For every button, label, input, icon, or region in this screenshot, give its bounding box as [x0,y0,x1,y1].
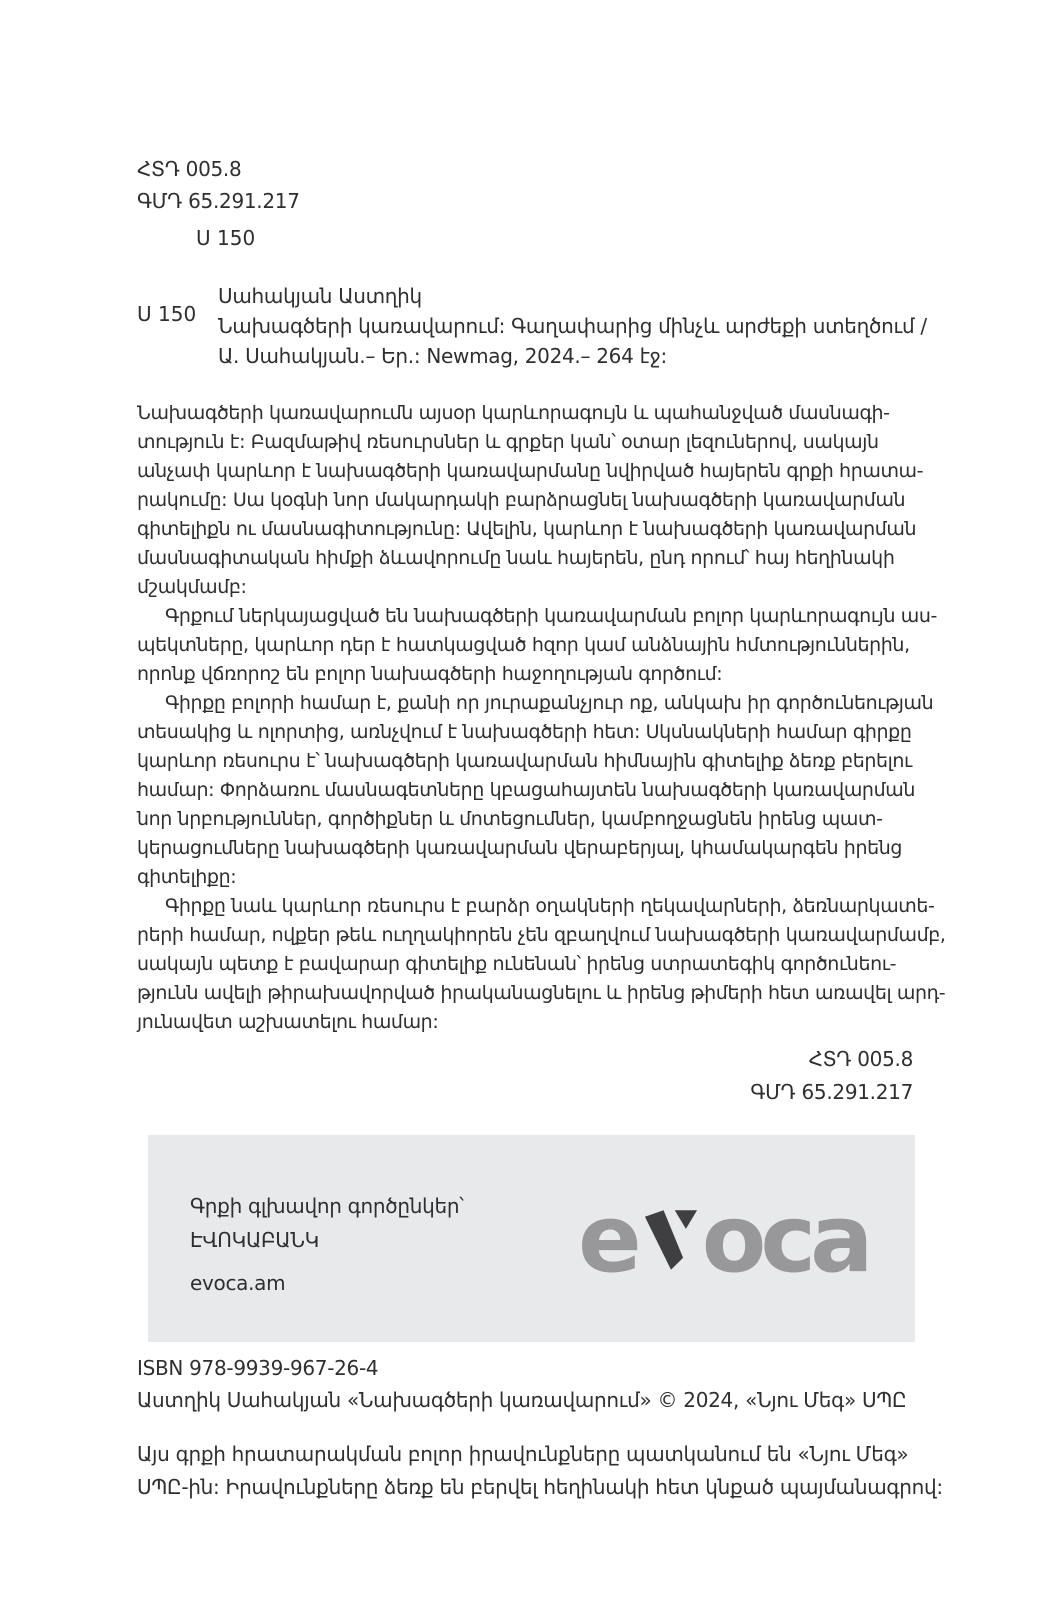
partner-website: evoca.am [190,1271,286,1295]
partner-text-block [190,1189,464,1300]
evoca-logo-letter-e: e [578,1185,636,1294]
udc-code-top: ՀՏԴ 005.8 [137,157,242,181]
annotation-paragraph-1: Նախագծերի կառավարումն այսօր կարևորագույն և պահանջված մասնագի- տություն է: Բազմաթիվ ռեսուրսներ և գրքեր կան՝ օտար լեզուներով, սակայն անչափ կարևոր է նախագծերի կառավարմանը նվիրված հայերեն գրքի հրատա- րակումը: Սա կօգնի նոր մակարդակի բարձրացնել նախագծերի կառավարման գիտելիքն ու մասնագիտությունը: Ավելին, կարևոր է նախագծերի կառավարման մասնագիտական հիմքի ձևավորումը նաև հայերեն, ընդ որում՝ հայ հեղինակի մշակմամբ: [137,402,924,598]
author-class-code: Ս 150 [196,226,256,250]
bbk-code-bottom: ԳՄԴ 65.291.217 [750,1080,913,1104]
evoca-logo-v-icon [644,1210,698,1270]
annotation-text [137,399,946,1037]
annotation-paragraph-4: Գիրքը նաև կարևոր ռեսուրս է բարձր օղակների ղեկավարների, ձեռնարկատե- րերի համար, ովքեր թեև ուղղակիորեն չեն զբաղվում նախագծերի կառավարմամբ, սակայն պետք է բավարար գիտելիք ունենան՝ իրենց ստրատեգիկ գործունեու- թյունն ավելի թիրախավորված իրականացնելու և իրենց թիմերի հետ առավել արդ- յունավետ աշխատելու համար: [137,895,946,1033]
annotation-paragraph-3: Գիրքը բոլորի համար է, քանի որ յուրաքանչյուր ոք, անկախ իր գործունեության տեսակից և ոլորտից, առնչվում է նախագծերի հետ: Սկսնակների համար գիրքը կարևոր ռեսուրս է՝ նախագծերի կառավարման հիմնային գիտելիք ձեռք բերելու համար: Փորձառու մասնագետները կբացահայտեն նախագծերի կառավարման նոր նրբություններ, գործիքներ և մոտեցումներ, կամբողջացնեն իրենց պատ- կերացումները նախագծերի կառավարման վերաբերյալ, կհամակարգեն իրենց գիտելիքը: [137,692,934,888]
partner-bank-name: ԷՎՈԿԱԲԱՆԿ [190,1228,319,1252]
catalog-entry-code: Ս 150 [137,302,197,326]
copyright-line: Աստղիկ Սահակյան «Նախագծերի կառավարում» © 2024, «Նյու Մեգ» ՍՊԸ [137,1388,907,1412]
catalog-author: Սահակյան Աստղիկ [218,284,422,308]
bbk-code-top: ԳՄԴ 65.291.217 [137,189,300,213]
evoca-logo-letters-oca: oca [701,1185,868,1294]
catalog-title-lines: Նախագծերի կառավարում: Գաղափարից մինչև արժեքի ստեղծում / Ա. Սահակյան.– Եր.: Newmag, 2024.– 264 էջ: [218,314,927,368]
evoca-logo [578,1185,868,1294]
isbn-line: ISBN 978-9939-967-26-4 [137,1356,379,1380]
partner-intro-label: Գրքի գլխավոր գործընկեր՝ [190,1194,464,1218]
partner-banner [148,1135,915,1342]
classification-codes-bottom [750,1043,913,1109]
catalog-entry [137,281,927,371]
classification-codes-top [137,153,300,217]
catalog-entry-text [218,281,927,371]
annotation-paragraph-2: Գրքում ներկայացված են նախագծերի կառավարման բոլոր կարևորագույն աս- պեկտները, կարևոր դեր է հատկացված հզոր կամ անձնային հմտություններին, որոնք վճռորոշ են բոլոր նախագծերի հաջողության գործում: [137,605,937,685]
udc-code-bottom: ՀՏԴ 005.8 [808,1047,913,1071]
rights-statement: Այս գրքի հրատարակման բոլոր իրավունքները պատկանում են «Նյու Մեգ» ՍՊԸ-ին: Իրավունքները ձեռք են բերվել հեղինակի հետ կնքած պայմանագրով: [137,1442,943,1499]
